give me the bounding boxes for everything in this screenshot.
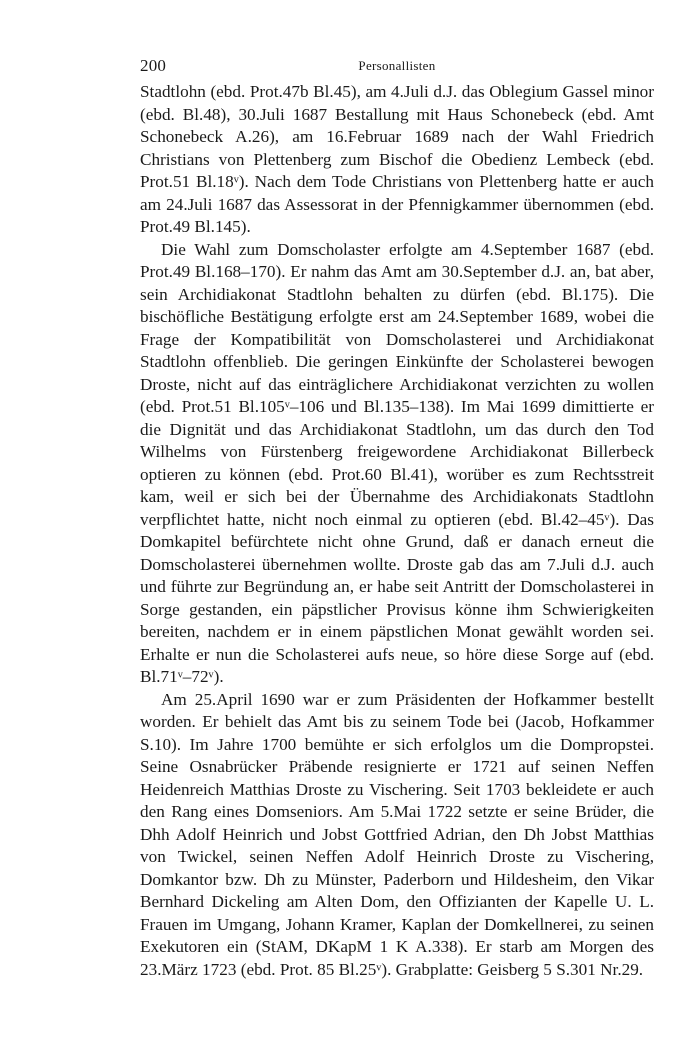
body-text	[140, 81, 654, 981]
running-head: Personallisten	[358, 58, 436, 73]
page-number: 200	[140, 56, 167, 75]
page-header	[140, 56, 654, 80]
paragraph-continuation: Stadtlohn (ebd. Prot.47b Bl.45), am 4.Juli d.J. das Oblegium Gassel minor (ebd. Bl.48), 30.Juli 1687 Bestallung mit Haus Schonebeck (ebd. Amt Schonebeck A.26), am 16.Februar 1689 nach der Wahl Friedrich Christians von Plettenberg zum Bischof die Obedienz Lembeck (ebd. Prot.51 Bl.18ᵛ). Nach dem Tode Christians von Plettenberg hatte er auch am 24.Juli 1687 das Assessorat in der Pfennigkammer übernommen (ebd. Prot.49 Bl.145).	[140, 82, 654, 236]
paragraph-domscholaster-election: Die Wahl zum Domscholaster erfolgte am 4.September 1687 (ebd. Prot.49 Bl.168–170). Er nahm das Amt am 30.September d.J. an, bat aber, sein Archidiakonat Stadtlohn behalten zu dürfen (ebd. Bl.175). Die bischöfliche Bestätigung erfolgte erst am 24.September 1689, wobei die Frage der Kompatibilität von Domscholasterei und Archidiakonat Stadtlohn offenblieb. Die geringen Einkünfte der Scholasterei bewogen Droste, nicht auf das einträglichere Archidiakonat verzichten zu wollen (ebd. Prot.51 Bl.105ᵛ–106 und Bl.135–138). Im Mai 1699 dimittierte er die Dignität und das Archidiakonat Stadtlohn, um das durch den Tod Wilhelms von Fürstenberg freigewordene Archidiakonat Billerbeck optieren zu können (ebd. Prot.60 Bl.41), worüber es zum Rechtsstreit kam, weil er sich bei der Übernahme des Archidiakonats Stadtlohn verpflichtet hatte, nicht noch einmal zu optieren (ebd. Bl.42–45ᵛ). Das Domkapitel befürchtete nicht ohne Grund, daß er danach erneut die Domscholasterei übernehmen wollte. Droste gab das am 7.Juli d.J. auch und führte zur Begründung an, er habe seit Antritt der Domscholasterei in Sorge gestanden, ein päpstlicher Provisus könne ihm Schwierigkeiten bereiten, nachdem er in einem päpstlichen Monat gewählt worden sei. Erhalte er nun die Scholasterei aufs neue, so höre diese Sorge auf (ebd. Bl.71ᵛ–72ᵛ).	[140, 239, 654, 686]
paragraph-hofkammer-president: Am 25.April 1690 war er zum Präsidenten der Hofkammer bestellt worden. Er behielt das Amt bis zu seinem Tode bei (Jacob, Hofkammer S.10). Im Jahre 1700 bemühte er sich erfolglos um die Dompropstei. Seine Osnabrücker Präbende resignierte er 1721 auf seinen Neffen Heidenreich Matthias Droste zu Vischering. Seit 1703 bekleidete er auch den Rang eines Domseniors. Am 5.Mai 1722 setzte er seine Brüder, die Dhh Adolf Heinrich und Jobst Gottfried Adrian, den Dh Jobst Matthias von Twickel, seinen Neffen Adolf Heinrich Droste zu Vischering, Domkantor bzw. Dh zu Münster, Paderborn und Hildesheim, den Vikar Bernhard Dickeling am Alten Dom, den Offizianten der Kapelle U. L. Frauen im Umgang, Johann Kramer, Kaplan der Domkellnerei, zu seinen Exekutoren ein (StAM, DKapM 1 K A.338). Er starb am Morgen des 23.März 1723 (ebd. Prot. 85 Bl.25ᵛ). Grabplatte: Geisberg 5 S.301 Nr.29.	[140, 689, 654, 979]
